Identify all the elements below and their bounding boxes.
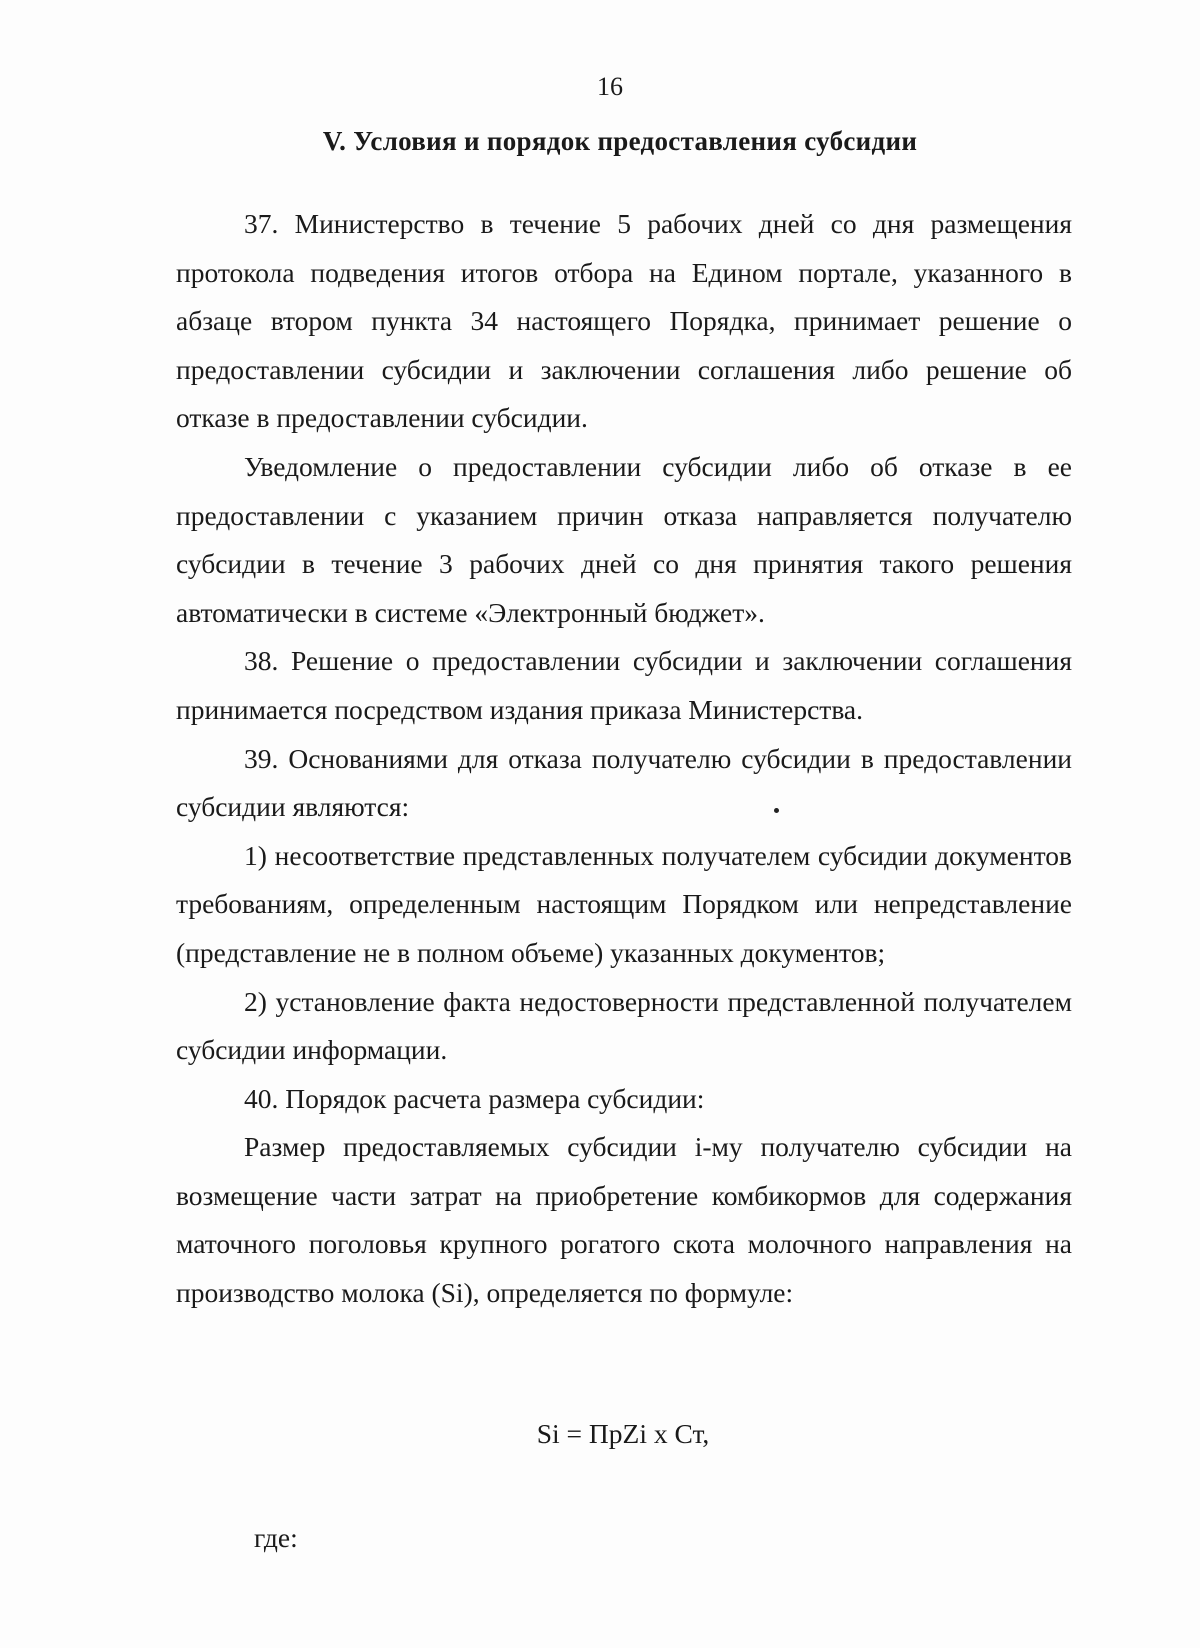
subsidy-formula: Si = ПрZi x Ст, — [536, 1418, 710, 1449]
page-number: 16 — [597, 72, 623, 101]
paragraph-39: 39. Основаниями для отказа получателю субсидии в предоставлении субсидии являются: — [176, 742, 1072, 823]
paragraph-40: 40. Порядок расчета размера субсидии: — [244, 1082, 705, 1114]
paragraph-37: 37. Министерство в течение 5 рабочих дней со дня размещения протокола подведения итогов отбора на Едином портале, указанного в абзаце втором пункта 34 настоящего Порядка, принимает решение о предоставлении субсидии и заключении соглашения либо решение об отказе в предоставлении субсидии. — [176, 208, 1072, 434]
paragraph-38: 38. Решение о предоставлении субсидии и заключении соглашения принимается посредством издания приказа Министерства. — [176, 645, 1072, 725]
section-title: V. Условия и порядок предоставления субсидии — [322, 126, 918, 156]
paragraph-subsidy-size: Размер предоставляемых субсидии i-му получателю субсидии на возмещение части затрат на приобретение комбикормов для содержания маточного поголовья крупного рогатого скота молочного направления на производство молока (Si), определяется по формуле: — [176, 1131, 1072, 1309]
where-label: где: — [254, 1522, 298, 1553]
paragraph-notification: Уведомление о предоставлении субсидии либо об отказе в ее предоставлении с указанием причин отказа направляется получателю субсидии в течение 3 рабочих дней со дня принятия такого решения автоматически в системе «Электронный бюджет». — [176, 450, 1072, 628]
document-body — [176, 200, 1072, 1318]
scan-speck — [774, 808, 779, 813]
list-item-1: 1) несоответствие представленных получателем субсидии документов требованиям, определенным настоящим Порядком или непредставление (представление не в полном объеме) указанных документов; — [176, 839, 1072, 968]
list-item-2: 2) установление факта недостоверности представленной получателем субсидии информации. — [176, 985, 1072, 1066]
